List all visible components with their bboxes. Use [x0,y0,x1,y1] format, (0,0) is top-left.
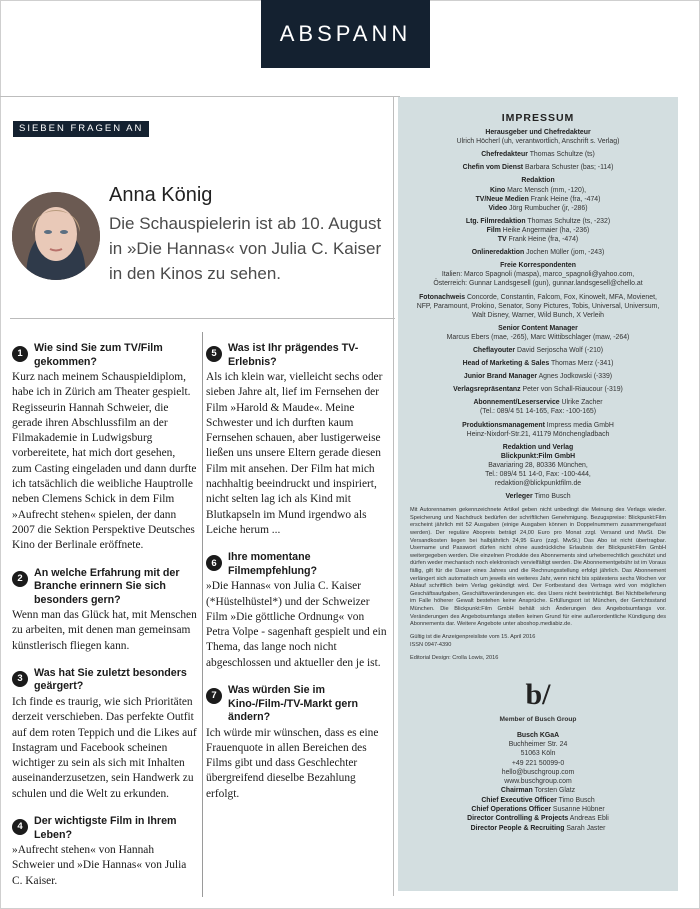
column-rule [393,96,394,896]
question: Wie sind Sie zum TV/Film gekommen? [34,342,163,368]
question: Was ist Ihr prägendes TV-Erlebnis? [228,342,359,368]
impressum-text: (Tel.: 089/4 51 14-165, Fax: -100-165) [479,408,597,416]
portrait-image [12,192,100,280]
impressum-label: Busch KGaA [516,731,560,739]
impressum-text: Timo Busch [558,796,595,804]
impressum-label: Freie Korrespondenten [500,262,576,270]
question: Ihre momentane Filmempfehlung? [228,551,318,577]
busch-logo: b/ [525,677,551,711]
impressum-label: Fotonachweis [419,293,466,301]
legal-text: Editorial Design: Crolla Lowis, 2016 [410,654,499,661]
number-badge: 7 [206,688,222,704]
impressum-label: Senior Content Manager [498,324,578,332]
impressum-label: Chefredakteur [481,151,528,159]
impressum-block [398,372,678,381]
impressum-block [398,261,678,288]
impressum-block [398,385,678,394]
impressum-text: Buchheimer Str. 24 [508,740,568,748]
answer: »Aufrecht stehen« von Hannah Schweier und »Die Hannas« von Julia C. Kaiser. [12,844,187,887]
impressum-label: Chief Executive Officer [481,796,557,804]
impressum-block [398,293,678,320]
impressum-block [398,359,678,368]
impressum-text: www.buschgroup.com [504,778,572,786]
answer: »Die Hannas« von Julia C. Kaiser (*Hüstelhüstel*) und der Schweizer Film »Die göttliche Ordnung« von Petra Volpe - sagenhaft gespielt und ein Thema, das lange noch nicht abgeschlossen und aktueller den je ist. [206,580,387,669]
impressum-block [398,217,678,244]
impressum-label: Kino [489,186,506,194]
impressum-text: Thomas Schultze (ts, -232) [527,217,611,225]
interview-column-left [12,342,197,902]
person-name: Anna König [109,184,213,206]
impressum-label: TV/Neue Medien [475,195,529,203]
impressum-text: 51063 Köln [520,750,556,758]
qa-item [206,684,390,802]
impressum-text: Agnes Jodkowski (-339) [538,373,613,381]
impressum-label: Produktionsmanagement [462,421,545,429]
impressum-label: Director People & Recruiting [470,824,565,832]
impressum-text: Tel.: 089/4 51 14-0, Fax: -100-444, [485,471,591,478]
impressum-text: Bavariaring 28, 80336 München, [488,461,588,469]
impressum-block [398,421,678,439]
impressum-text: Italien: Marco Spagnoli (maspa), marco_spagnoli@yahoo.com, [441,271,635,279]
impressum-box [398,97,678,891]
impressum-label: Verleger [505,493,533,501]
qa-item [206,551,390,671]
impressum-label: Onlineredaktion [471,249,525,257]
number-badge: 6 [206,555,222,571]
answer: Ich finde es traurig, wie sich Prioritäten derzeit verschieben. Das perfekte Outfit auf dem roten Teppich und die Likes auf Instagram und Facebook scheinen wichtiger zu sein als sich mit Inhalten auseinanderzusetzen, sein Handwerk zu schulen und die Welt zu erkunden. [12,695,197,800]
impressum-label: Redaktion und Verlag [502,443,574,451]
divider [0,96,400,97]
impressum-label: Ltg. Filmredaktion [465,217,526,225]
portrait-photo [12,192,100,280]
section-tag: SIEBEN FRAGEN AN [13,121,149,137]
number-badge: 3 [12,671,28,687]
qa-item [12,342,197,554]
number-badge: 4 [12,819,28,835]
legal-text: Gültig ist die Anzeigenpreisliste vom 15. April 2016 [410,633,536,640]
impressum-label: Abonnement/Leserservice [473,399,560,407]
impressum-block [398,150,678,159]
impressum-text: +49 221 50099-0 [511,759,565,767]
impressum-text: Impress media GmbH [546,421,614,429]
answer: Kurz nach meinem Schauspieldiplom, habe ich in Zürich am Theater gespielt. Regisseurin Hannah Schweier, die gerade ihren Abschlussfilm an der Filmakademie in Ludwigsburg vorbereitete, hat mich dort gesehen, zum Casting eingeladen und dann durfte ich tatsächlich die weibliche Hauptrolle neben Clemens Schick in dem Film »Aufrecht stehen« spielen, der dann 2007 die Sektion Perspektive Deutsches Kino der Berlinale eröffnete. [12,371,197,552]
impressum-text: Sarah Jaster [566,824,606,832]
impressum-text: hello@buschgroup.com [501,768,575,776]
answer: Ich würde mir wünschen, dass es eine Frauenquote in allen Bereichen des Films gibt und dass Geschlechter übergreifend dieselbe Bezahlung erfolgt. [206,726,379,800]
impressum-label: Film [486,226,501,234]
impressum-label: TV [497,236,507,244]
impressum-block [398,443,678,488]
impressum-block [398,346,678,355]
answer: Wenn man das Glück hat, mit Menschen zu arbeiten, mit denen man gemeinsam künstlerisch fliegen kann. [12,609,197,652]
legal-text: Mit Autorennamen gekennzeichnete Artikel geben nicht unbedingt die Meinung des Verlags wieder. Speicherung und Nachdruck bedürfen der schriftlichen Genehmigung. Bezugspreise: Blickpunkt:Film erscheint jährlich mit 52 Ausgaben (einige Ausgaben können in Doppelnummern zusammengefasst werden). Der reguläre Abopreis beträgt 24,00 Euro pro Monat zzgl. Versand und MwSt. Die Versandkosten liegen bei halbjährlich 24,95 Euro (zzgl. MwSt.) Das Abo ist nicht übertragbar. Username und Passwort dürfen nicht ohne ausdrückliche Erlaubnis der Blickpunkt:Film GmbH weitergegeben werden. Die einzelnen Produkte des Abonnements sind urheberrechtlich geschützt und dürfen weder mechanisch noch elektronisch vervielfältigt werden. Die Abonnementgebühr ist im Voraus fällig, gilt für die Dauer eines Jahres und die Rechnungsstellung erfolgt jährlich. Das Abonnement verlängert sich automatisch um jeweils ein weiteres Jahr, wenn nicht bis spätestens sechs Wochen vor Ablauf schriftlich beim Verlag gekündigt wird. Der Fortbestand des Vertrags wird von möglichen Geschäftsaufgaben, Geschäftsveränderungen etc. des Users nicht beeinträchtigt. Bei Nichtbelieferung im Falle höherer Gewalt bestehen keine Ansprüche. Erfüllungsort ist München, der Gerichtsstand München. Die Blickpunkt:Film GmbH behält sich Änderungen des Angebotsumfangs vor. Veränderungen des Angebotsumfangs stellen keinen Grund für eine außerordentliche Kündigung des Abonnements dar. Weitere Angebote unter aboshop.mediabiz.de. [410,507,666,628]
impressum-text: Ulrike Zacher [561,399,603,407]
impressum-block [398,176,678,212]
impressum-label: Blickpunkt:Film GmbH [500,452,576,460]
number-badge: 5 [206,346,222,362]
impressum-text: Timo Busch [534,493,571,501]
interview-column-right [206,342,390,815]
impressum-text: Heinz-Nixdorf-Str.21, 41179 Mönchengladbach [466,430,610,438]
impressum-label: Cheflayouter [472,346,516,354]
impressum-text: Jörg Rumbucher (jr, -286) [509,204,588,212]
impressum-label: Video [488,204,508,212]
column-rule [202,332,203,897]
question: Was würden Sie im Kino-/Film-/TV-Markt gern ändern? [228,684,359,724]
impressum-label: Junior Brand Manager [463,373,538,381]
impressum-text: Frank Heine (fra, -474) [530,195,601,203]
impressum-text: Thomas Merz (-341) [550,360,614,368]
person-subtitle: Die Schauspielerin ist ab 10. August in »Die Hannas« von Julia C. Kaiser in den Kinos zu sehen. [109,214,382,283]
number-badge: 1 [12,346,28,362]
impressum-text: Thomas Schultze (ts) [529,151,595,159]
qa-item [12,667,197,802]
impressum-text: Concorde, Constantin, Falcom, Fox, Kinowelt, MFA, Movienet, NFP, Paramount, Prokino, Senator, Sony Pictures, Tobis, Universal, Universum, Walt Disney, Warner, Wild Bunch, X Verleih [416,293,660,319]
impressum-block [398,128,678,146]
impressum-text: Österreich: Gunnar Landsgesell (gun), gunnar.landsgesell@chello.at [433,280,643,288]
impressum-block [398,163,678,172]
impressum-label: Director Controlling & Projects [467,815,569,823]
impressum-block [398,324,678,342]
impressum-text: Marcus Ebers (mae, -265), Marc Wittibschlager (maw, -264) [446,333,630,341]
legal-text: ISSN 0947-4390 [410,642,452,649]
impressum-text: Frank Heine (fra, -474) [508,236,579,244]
impressum-text: Marc Mensch (mm, -120), [507,186,587,194]
impressum-label: Verlagsrepräsentanz [453,386,521,394]
impressum-text: Heike Angermaier (ha, -236) [502,226,590,234]
number-badge: 2 [12,571,28,587]
member-line: Member of Busch Group [499,715,577,723]
answer: Als ich klein war, vielleicht sechs oder sieben Jahre alt, lief im Fernsehen der Film »Harold & Maude«. Meine Schwester und ich durften kaum Fernsehen schauen, aber lustigerweise ließen uns unsere Eltern gerade diesen Film mit ansehen. Der Film hat mich nachhaltig beeindruckt und inspiriert, nicht selten lag ich als Kind mit Blutkapseln im Mund irgendwo als Leiche herum ... [206,371,383,536]
impressum-block [398,492,678,501]
impressum-text: Peter von Schall-Riaucour (-319) [522,386,623,394]
busch-address [398,731,678,833]
question: Was hat Sie zuletzt besonders geärgert? [34,666,187,693]
impressum-label: Chief Operations Officer [471,806,551,814]
impressum-text: Barbara Schuster (bas; -114) [525,164,614,172]
question: Der wichtigste Film in Ihrem Leben? [34,815,177,841]
question: An welche Erfahrung mit der Branche erinnern Sie sich besonders gern? [34,566,180,606]
impressum-label: Herausgeber und Chefredakteur [485,129,591,137]
section-banner: ABSPANN [261,0,430,68]
impressum-text: Andreas Ebli [569,815,609,823]
impressum-block [398,398,678,416]
divider [10,318,395,319]
qa-item [206,342,390,538]
qa-item [12,567,197,654]
impressum-label: Chefin vom Dienst [462,164,524,172]
impressum-label: Chairman [500,787,533,795]
qa-item [12,815,197,889]
impressum-block [398,248,678,257]
impressum-text: Ulrich Höcherl (uh, verantwortlich, Anschrift s. Verlag) [456,138,620,146]
impressum-text: redaktion@blickpunktfilm.de [494,480,582,488]
impressum-text: Torsten Glatz [534,787,576,795]
impressum-text: Susanne Hübner [552,806,605,814]
impressum-title: IMPRESSUM [501,112,575,124]
impressum-label: Redaktion [521,177,555,185]
impressum-label: Head of Marketing & Sales [462,360,550,368]
impressum-text: David Serjoscha Wolf (-210) [517,346,604,354]
impressum-text: Jochen Müller (jom, -243) [526,249,605,257]
